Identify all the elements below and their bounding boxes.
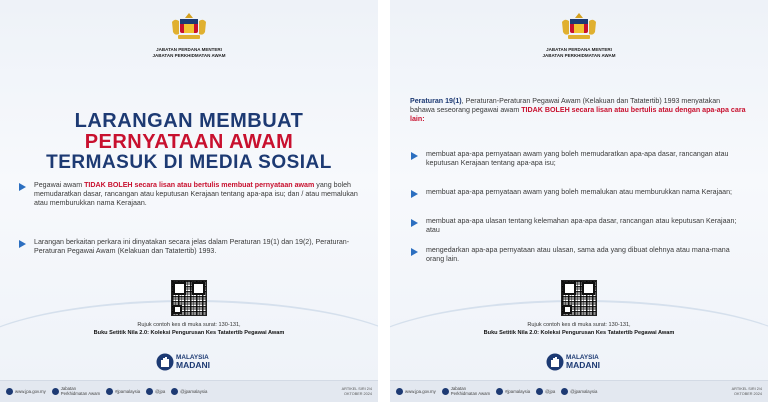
footer-text: @jpa (155, 389, 166, 394)
footer-tiktok[interactable] (171, 388, 207, 395)
bullet-arrow-icon (410, 248, 420, 258)
footer-text: OKTOBER 2024 (344, 391, 372, 396)
infographic-panel-left (0, 0, 378, 402)
instagram-icon (496, 388, 503, 395)
bullet-arrow-icon (410, 190, 420, 200)
footer-website[interactable] (6, 388, 46, 395)
footer-text: www.jpa.gov.my (15, 389, 46, 394)
regulation-intro (410, 97, 746, 125)
footer-text: Perkhidmatan Awam (60, 390, 101, 396)
footer-text: Jabatan (60, 386, 77, 391)
x-icon (536, 388, 543, 395)
coat-of-arms-icon (559, 12, 599, 44)
footer-date (342, 387, 372, 397)
agency-line: JABATAN PERKHIDMATAN AWAM (542, 53, 616, 58)
reference-line: Rujuk contoh kes di muka surat: 130-131, (137, 322, 241, 328)
footer-date (732, 387, 762, 397)
bullet-arrow-icon (18, 183, 28, 193)
logo-text: MALAYSIA (176, 354, 209, 361)
regulation-ref: Peraturan 19(1) (410, 97, 462, 105)
bullet-text: Larangan berkaitan perkara ini dinyatakan secara jelas dalam Peraturan 19(1) dan 19(2), Peraturan-Peraturan Pegawai Awam (Kelakuan dan Tatatertib) 1993. (34, 238, 350, 256)
footer-text: @jpamalaysia (180, 389, 208, 394)
logo-text: MALAYSIA (566, 354, 599, 361)
footer-text: @jpamalaysia (570, 389, 598, 394)
regulation-emphasis: TIDAK BOLEH secara lisan atau bertulis atau dengan apa-apa cara lain: (410, 106, 746, 124)
logo-text: MADANI (566, 359, 600, 370)
tiktok-icon (561, 388, 568, 395)
madani-hand-icon (546, 353, 564, 371)
title-line: TERMASUK DI MEDIA SOSIAL (46, 152, 332, 173)
reference-note (390, 321, 768, 337)
bullet-text-part: Pegawai awam (34, 181, 85, 189)
footer-instagram[interactable] (496, 388, 530, 395)
footer-facebook[interactable] (442, 387, 490, 396)
list-item: membuat apa-apa ulasan tentang kelemahan apa-apa dasar, rancangan atau keputusan Kerajaan; atau (426, 217, 737, 235)
bullet-text-emphasis: TIDAK BOLEH secara lisan atau bertulis membuat pernyataan awam (84, 181, 315, 189)
bullet-arrow-icon (410, 152, 420, 162)
infographic-panel-right (390, 0, 768, 402)
footer-text: #jpamalaysia (115, 389, 141, 394)
qr-code[interactable] (171, 280, 207, 316)
title-line: LARANGAN MEMBUAT (74, 110, 304, 132)
madani-hand-icon (156, 353, 174, 371)
bullet-text (34, 181, 362, 209)
facebook-icon (52, 388, 59, 395)
list-item: membuat apa-apa pernyataan awam yang boleh memalukan atau memburukkan nama Kerajaan; (426, 188, 733, 196)
footer-text: www.jpa.gov.my (405, 389, 436, 394)
agency-line: JABATAN PERKHIDMATAN AWAM (152, 53, 226, 58)
agency-line: JABATAN PERDANA MENTERI (156, 47, 222, 52)
footer-instagram[interactable] (106, 388, 140, 395)
logo-text: MADANI (176, 359, 210, 370)
footer-text: @jpa (545, 389, 556, 394)
bullet-text-part: yang boleh memudaratkan dasar, rancangan atau keputusan Kerajaan tentang apa-apa isu; dan / atau memalukan atau memburukkan nama Kerajaan. (34, 181, 358, 208)
list-item: membuat apa-apa pernyataan awam yang boleh memudaratkan apa-apa dasar, rancangan atau keputusan Kerajaan tentang apa-apa isu; (426, 150, 729, 168)
title-line-highlight: PERNYATAAN AWAM (84, 131, 294, 153)
reference-book: Buku Setitik Nila 2.0: Koleksi Pengurusan Kes Tatatertib Pegawai Awam (483, 330, 675, 336)
list-item: mengedarkan apa-apa pernyataan atau ulasan, sama ada yang dibuat olehnya atau mana-mana orang lain. (426, 246, 730, 264)
footer-bar (390, 380, 768, 402)
reference-book: Buku Setitik Nila 2.0: Koleksi Pengurusan Kes Tatatertib Pegawai Awam (93, 330, 285, 336)
footer-x[interactable] (146, 388, 165, 395)
globe-icon (396, 388, 403, 395)
footer-bar (0, 380, 378, 402)
regulation-text: , Peraturan-Peraturan Pegawai Awam (Kelakuan dan Tatatertib) 1993 menyatakan bahawa seseorang pegawai awam (410, 97, 721, 115)
bullet-arrow-icon (410, 219, 420, 229)
instagram-icon (106, 388, 113, 395)
bullet-arrow-icon (18, 240, 28, 250)
coat-of-arms-icon (169, 12, 209, 44)
footer-text: ARTIKEL SIRI 2/4 (341, 386, 372, 391)
facebook-icon (442, 388, 449, 395)
agency-line: JABATAN PERDANA MENTERI (546, 47, 612, 52)
footer-text: #jpamalaysia (505, 389, 531, 394)
reference-note (0, 321, 378, 337)
malaysia-madani-logo (546, 352, 612, 372)
tiktok-icon (171, 388, 178, 395)
footer-facebook[interactable] (52, 387, 100, 396)
globe-icon (6, 388, 13, 395)
footer-text: Jabatan (450, 386, 467, 391)
agency-name (390, 47, 768, 59)
x-icon (146, 388, 153, 395)
qr-code[interactable] (561, 280, 597, 316)
malaysia-madani-logo (156, 352, 222, 372)
footer-text: ARTIKEL SIRI 2/4 (731, 386, 762, 391)
footer-text: Perkhidmatan Awam (450, 390, 491, 396)
footer-tiktok[interactable] (561, 388, 597, 395)
agency-name (0, 47, 378, 59)
reference-line: Rujuk contoh kes di muka surat: 130-131, (527, 322, 631, 328)
footer-text: OKTOBER 2024 (734, 391, 762, 396)
footer-x[interactable] (536, 388, 555, 395)
footer-website[interactable] (396, 388, 436, 395)
